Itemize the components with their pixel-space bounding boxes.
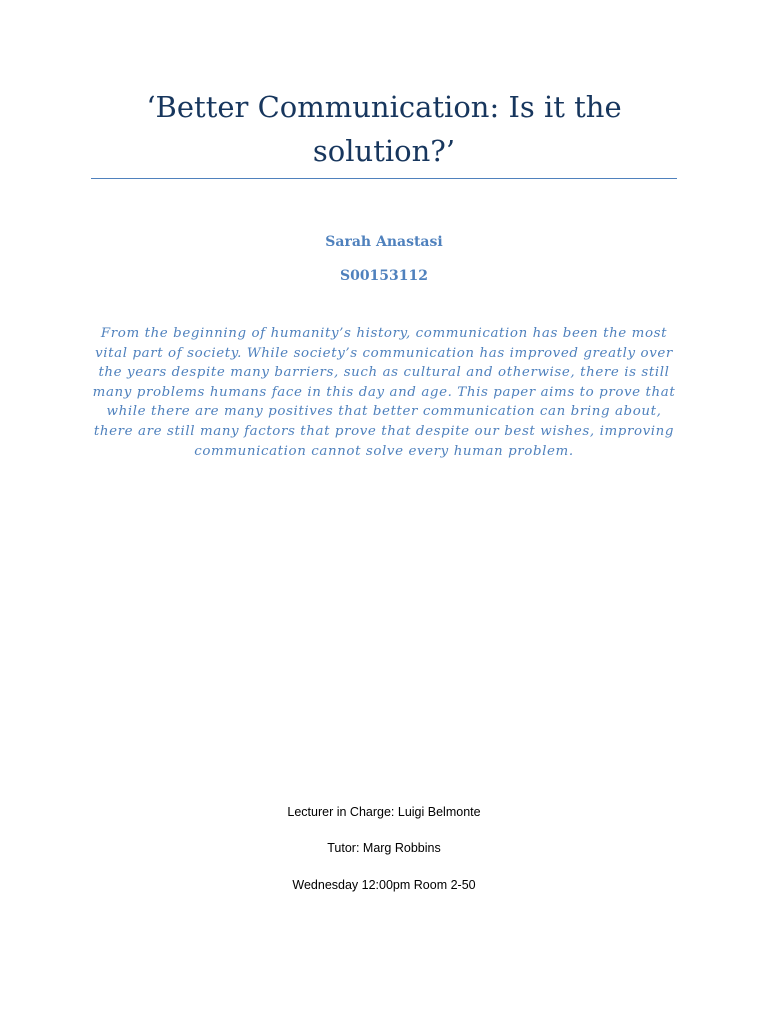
lecturer-in-charge: Lecturer in Charge: Luigi Belmonte <box>287 805 481 819</box>
author-name: Sarah Anastasi <box>325 234 443 250</box>
tutor-name: Tutor: Marg Robbins <box>327 841 441 855</box>
student-id: S00153112 <box>339 268 429 284</box>
title-divider <box>91 178 677 179</box>
abstract: From the beginning of humanity’s history, communication has been the most vital part of society. While society’s communication has improved greatly over the years despite many barriers, such as cultural and otherwise, there is still many problems humans face in this day and age. This paper aims to prove that while there are many positives that better communication can bring about, there are still many factors that prove that despite our best wishes, improving communication cannot solve every human problem. <box>92 326 676 459</box>
document-title: ‘Better Communication: Is it the solution?’ <box>146 90 622 168</box>
class-session: Wednesday 12:00pm Room 2-50 <box>292 878 476 892</box>
